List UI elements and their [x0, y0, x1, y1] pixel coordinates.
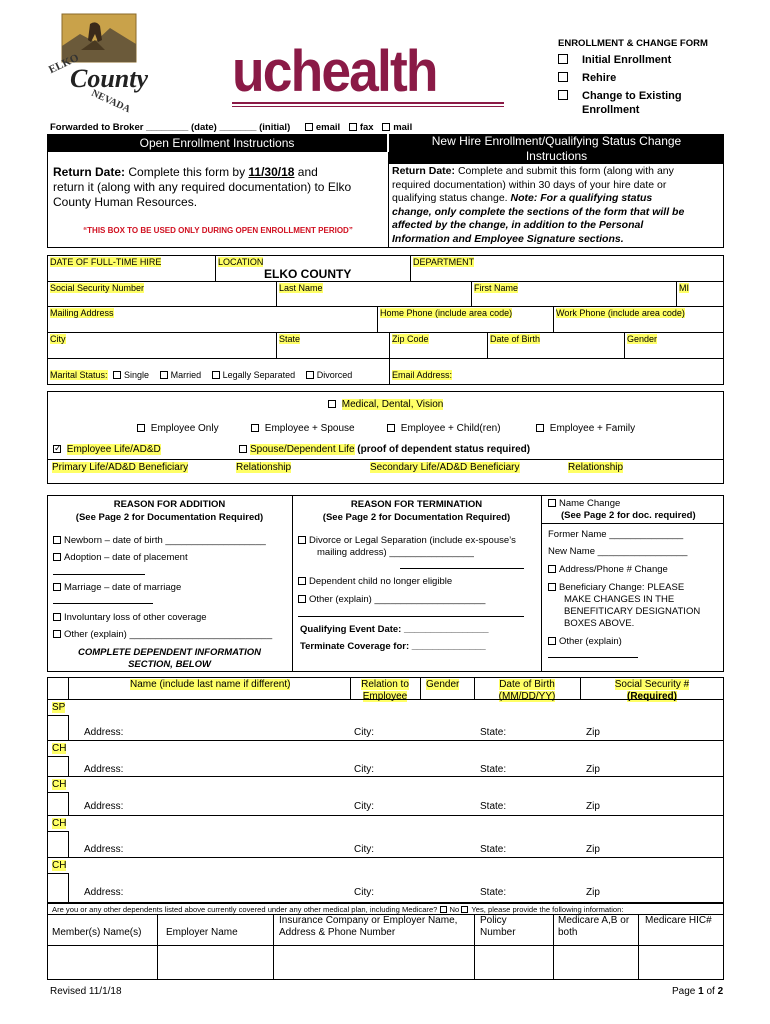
single-checkbox[interactable]: [113, 371, 121, 379]
state-label: State: [279, 334, 301, 344]
location-label: LOCATION: [218, 257, 264, 267]
dep-address-row-2: Address: City: State: Zip: [84, 764, 600, 775]
department-label: DEPARTMENT: [413, 257, 475, 267]
open-enrollment-notice: “THIS BOX TO BE USED ONLY DURING OPEN ENROLLMENT PERIOD”: [83, 226, 353, 235]
employee-info-grid: [47, 255, 724, 385]
logo-nevada-text: NEVADA: [89, 87, 132, 116]
dep-ssn-header: Social Security # (Required): [614, 679, 690, 702]
policy-number-header: Policy Number: [480, 915, 516, 938]
initial-enrollment-checkbox[interactable]: [558, 54, 568, 64]
change-existing-option[interactable]: [558, 90, 682, 102]
employee-family-option[interactable]: [536, 423, 635, 434]
page-number: Page 1 of 2: [672, 986, 724, 997]
dependents-table: [47, 677, 724, 903]
involuntary-loss-option[interactable]: Involuntary loss of other coverage: [53, 612, 207, 623]
employee-children-checkbox[interactable]: [387, 424, 395, 432]
new-name-field[interactable]: New Name _________________: [548, 546, 688, 557]
dep-row-ch-1: CH: [52, 743, 67, 754]
form-type-title: ENROLLMENT & CHANGE FORM: [558, 38, 708, 49]
fax-label: fax: [359, 122, 374, 133]
name-change-other-option[interactable]: Other (explain): [548, 636, 622, 647]
initial-enrollment-option[interactable]: [558, 54, 671, 66]
newborn-checkbox[interactable]: [53, 536, 61, 544]
mailing-address-label: Mailing Address: [50, 308, 114, 318]
dep-row-ch-4: CH: [52, 860, 67, 871]
employee-life-checkbox-checked[interactable]: ✓: [54, 443, 62, 453]
initial-enrollment-label: Initial Enrollment: [582, 54, 672, 66]
mail-checkbox[interactable]: [382, 123, 390, 131]
marital-status-label: Marital Status:: [50, 370, 108, 380]
rehire-checkbox[interactable]: [558, 72, 568, 82]
employee-spouse-checkbox[interactable]: [251, 424, 259, 432]
employee-only-checkbox[interactable]: [137, 424, 145, 432]
open-enrollment-text: Return Date: Complete this form by 11/30/18 and return it (along with any required documentation) to Elko County Human Resources.: [53, 165, 352, 209]
medical-label: Medical, Dental, Vision: [341, 399, 444, 410]
medicare-hic-header: Medicare HIC#: [645, 915, 712, 926]
married-label: Married: [170, 370, 202, 380]
employee-children-label: Employee + Child(ren): [400, 423, 501, 434]
dep-address-row-3: Address: City: State: Zip: [84, 801, 600, 812]
email-checkbox[interactable]: [305, 123, 313, 131]
employee-family-label: Employee + Family: [549, 423, 636, 434]
employer-name-header: Employer Name: [166, 927, 238, 938]
beneficiary-change-option[interactable]: Beneficiary Change: PLEASE MAKE CHANGES IN THE BENEFITICARY DESIGNATION BOXES ABOVE.: [548, 582, 700, 630]
marriage-checkbox[interactable]: [53, 583, 61, 591]
employee-life-option[interactable]: [53, 444, 161, 455]
secondary-beneficiary-label: Secondary Life/AD&D Beneficiary: [370, 462, 520, 473]
address-change-option[interactable]: Address/Phone # Change: [548, 564, 668, 575]
uchealth-logo: [232, 38, 512, 110]
address-change-checkbox[interactable]: [548, 565, 556, 573]
zip-label: Zip Code: [392, 334, 429, 344]
uchealth-wordmark: uchealth: [232, 39, 437, 104]
dep-row-ch-2: CH: [52, 779, 67, 790]
terminate-coverage-for[interactable]: Terminate Coverage for: ______________: [300, 641, 486, 652]
medical-option[interactable]: [328, 399, 443, 410]
revised-date: Revised 11/1/18: [50, 986, 122, 997]
beneficiary-change-checkbox[interactable]: [548, 583, 556, 591]
rehire-label: Rehire: [582, 72, 617, 84]
other-coverage-no-checkbox[interactable]: [440, 906, 447, 913]
dep-row-sp: SP: [52, 702, 66, 713]
insurance-company-header: Insurance Company or Employer Name, Address & Phone Number: [279, 915, 458, 938]
married-checkbox[interactable]: [160, 371, 168, 379]
primary-relationship-label: Relationship: [236, 462, 292, 473]
location-value: ELKO COUNTY: [264, 267, 352, 281]
member-names-header: Member(s) Name(s): [52, 927, 142, 938]
dependent-child-checkbox[interactable]: [298, 577, 306, 585]
open-enrollment-header: Open Enrollment Instructions: [47, 134, 387, 152]
employee-spouse-label: Employee + Spouse: [264, 423, 355, 434]
hire-date-label: DATE OF FULL-TIME HIRE: [50, 257, 162, 267]
dep-address-row-5: Address: City: State: Zip: [84, 887, 600, 898]
newborn-option[interactable]: Newborn – date of birth ___________________: [53, 535, 266, 546]
home-phone-label: Home Phone (include area code): [380, 308, 513, 318]
addition-other-option[interactable]: Other (explain) ___________________________: [53, 629, 272, 640]
name-change-option[interactable]: Name Change: [548, 498, 620, 509]
divorce-option[interactable]: Divorce or Legal Separation (include ex-spouse’s mailing address) ________________: [298, 535, 516, 559]
fax-checkbox[interactable]: [349, 123, 357, 131]
employee-only-option[interactable]: [137, 423, 219, 434]
divorced-label: Divorced: [316, 370, 353, 380]
dep-dob-header: Date of Birth (MM/DD/YY): [498, 679, 556, 702]
marriage-option[interactable]: Marriage – date of marriage: [53, 582, 181, 593]
return-date-value: 11/30/18: [248, 165, 295, 179]
adoption-option[interactable]: Adoption – date of placement: [53, 552, 188, 563]
email-address-label: Email Address:: [392, 370, 453, 380]
first-name-label: First Name: [474, 283, 519, 293]
work-phone-label: Work Phone (include area code): [556, 308, 685, 318]
adoption-checkbox[interactable]: [53, 553, 61, 561]
name-change-doc-note: (See Page 2 for doc. required): [561, 510, 696, 521]
employee-life-label: Employee Life/AD&D: [66, 444, 161, 455]
employee-only-label: Employee Only: [150, 423, 219, 434]
dep-address-row-1: Address: City: State: Zip: [84, 727, 600, 738]
logo-county-text: County: [70, 64, 149, 93]
gender-label: Gender: [627, 334, 658, 344]
other-coverage-yes-checkbox[interactable]: [461, 906, 468, 913]
mail-label: mail: [393, 122, 413, 133]
new-hire-header: New Hire Enrollment/Qualifying Status Change Instructions: [389, 134, 724, 164]
forwarded-to-broker: [50, 122, 412, 133]
spouse-life-label: Spouse/Dependent Life: [250, 444, 355, 455]
divorce-checkbox[interactable]: [298, 536, 306, 544]
rehire-option[interactable]: [558, 72, 616, 84]
involuntary-loss-checkbox[interactable]: [53, 613, 61, 621]
reason-termination-header: REASON FOR TERMINATION (See Page 2 for Documentation Required): [322, 499, 511, 523]
dep-row-ch-3: CH: [52, 818, 67, 829]
complete-dependent-note: COMPLETE DEPENDENT INFORMATION SECTION, BELOW: [78, 647, 261, 670]
name-change-other-checkbox[interactable]: [548, 637, 556, 645]
last-name-label: Last Name: [279, 283, 323, 293]
ssn-label: Social Security Number: [50, 283, 145, 293]
change-existing-checkbox[interactable]: [558, 90, 568, 100]
primary-beneficiary-label: Primary Life/AD&D Beneficiary: [52, 462, 189, 473]
broker-text: Forwarded to Broker ________ (date) _______ (initial): [50, 122, 291, 133]
termination-other-option[interactable]: Other (explain) _____________________: [298, 594, 485, 605]
legally-separated-label: Legally Separated: [222, 370, 296, 380]
dep-name-header: Name (include last name if different): [130, 679, 291, 690]
qualifying-event-date[interactable]: Qualifying Event Date: ________________: [300, 624, 489, 635]
secondary-relationship-label: Relationship: [568, 462, 624, 473]
city-label: City: [50, 334, 66, 344]
spouse-life-note: (proof of dependent status required): [354, 444, 531, 455]
dep-gender-header: Gender: [426, 679, 460, 690]
dep-relation-header: Relation to Employee: [361, 679, 409, 702]
change-existing-label-2: Enrollment: [582, 104, 640, 116]
change-existing-label: Change to Existing: [582, 90, 682, 102]
reason-addition-header: REASON FOR ADDITION (See Page 2 for Documentation Required): [75, 499, 264, 523]
other-coverage-question: Are you or any other dependents listed above currently covered under any other medical plan, including Medicare? No Yes, please provide the following information:: [52, 905, 624, 914]
mi-label: MI: [679, 283, 689, 293]
addition-other-checkbox[interactable]: [53, 630, 61, 638]
dep-address-row-4: Address: City: State: Zip: [84, 844, 600, 855]
spouse-life-option[interactable]: [239, 444, 530, 455]
employee-spouse-option[interactable]: [251, 423, 355, 434]
marital-status: [50, 370, 352, 380]
single-label: Single: [124, 370, 150, 380]
former-name-field[interactable]: Former Name ______________: [548, 529, 684, 540]
legally-separated-checkbox[interactable]: [212, 371, 220, 379]
name-change-checkbox[interactable]: [548, 499, 556, 507]
termination-other-checkbox[interactable]: [298, 595, 306, 603]
employee-children-option[interactable]: [387, 423, 501, 434]
dob-label: Date of Birth: [490, 334, 541, 344]
new-hire-text: Return Date: Complete and submit this form (along with any required documentation) within 30 days of your hire date or qualifying status change. Note: For a qualifying status change, only complete the sections of the form that will be affected by the change, in addition to the Personal Information and Employee Signature sections.: [392, 165, 685, 245]
elko-county-logo: [40, 6, 160, 118]
dependent-child-option[interactable]: Dependent child no longer eligible: [298, 576, 452, 587]
employee-family-checkbox[interactable]: [536, 424, 544, 432]
logo-elko-text: ELKO: [46, 51, 81, 77]
divorced-checkbox[interactable]: [306, 371, 314, 379]
email-label: email: [315, 122, 341, 133]
spouse-life-checkbox[interactable]: [239, 445, 247, 453]
medical-checkbox[interactable]: [328, 400, 336, 408]
medicare-ab-header: Medicare A,B or both: [558, 915, 630, 938]
